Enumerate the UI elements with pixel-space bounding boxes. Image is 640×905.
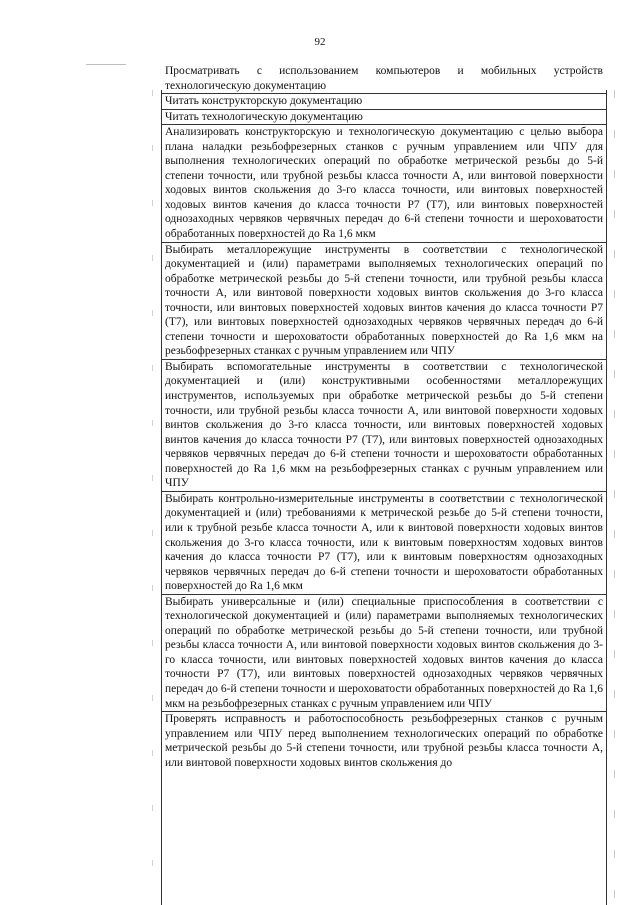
left-column-border — [152, 90, 153, 905]
table-row: Выбирать контрольно-измерительные инструменты в соответствии с технологической документацией и (или) требованиями к метрической резьбе до 5-й степени точности, или к трубной резьбе класса точности А, или к винтовой поверхности ходовых винтов скольжения до 3-го класса точности, или к винтовым поверхностям ходовых винтов качения до класса точности Р7 (Т7), или к винтовым поверхностям однозаходных червяков червячных передач до 6-й степени точности и шероховатости обработанных поверхностей до Ra 1,6 мкм — [161, 492, 607, 595]
right-column-border — [614, 90, 615, 905]
table-row: Выбирать универсальные и (или) специальные приспособления в соответствии с технологической документацией и (или) параметрами выполняемых технологических операций по обработке метрической резьбы до 5-й степени точности, или трубной резьбы класса точности А, или винтовой поверхности ходовых винтов скольжения до 3-го класса точности, или винтовых поверхностей ходовых винтов качения до класса точности Р7 (Т7), или винтовых поверхностей однозаходных червяков червячных передач до 6-й степени точности и шероховатости обработанных поверхностей до Ra 1,6 мкм на резьбофрезерных станках с ручным управлением или ЧПУ — [161, 595, 607, 712]
table-row: Анализировать конструкторскую и технологическую документацию с целью выбора плана наладки резьбофрезерных станков с ручным управлением или ЧПУ для выполнения технологических операций по обработке метрической резьбы до 5-й степени точности, или трубной резьбы класса точности А, или винтовой поверхности ходовых винтов скольжения до 3-го класса точности, или винтовых поверхностей ходовых винтов качения до класса точности Р7 (Т7), или винтовых поверхностей однозаходных червяков червячных передач до 6-й степени точности и шероховатости обработанных поверхностей до Ra 1,6 мкм — [161, 125, 607, 242]
table-row: Просматривать с использованием компьютеров и мобильных устройств технологическую документацию — [161, 63, 607, 94]
page-number: 92 — [314, 36, 326, 48]
table-row: Выбирать металлорежущие инструменты в соответствии с технологической документацией и (или) параметрами выполняемых технологических операций по обработке метрической резьбы до 5-й степени точности, или трубной резьбы класса точности А, или винтовой поверхности ходовых винтов скольжения до 3-го класса точности, или винтовых поверхностей ходовых винтов качения до класса точности Р7 (Т7), или винтовых поверхностей однозаходных червяков червячных передач до 6-й степени точности и шероховатости обработанных поверхностей до Ra 1,6 мкм на резьбофрезерных станках с ручным управлением или ЧПУ — [161, 243, 607, 360]
skills-table — [161, 63, 607, 905]
scan-artifact — [86, 64, 126, 65]
table-row: Выбирать вспомогательные инструменты в соответствии с технологической документацией и (или) конструктивными особенностями металлорежущих инструментов, используемых при обработке метрической резьбы до 5-й степени точности, или трубной резьбы класса точности А, или винтовой поверхности ходовых винтов скольжения до 3-го класса точности, или винтовых поверхностей ходовых винтов качения до класса точности Р7 (Т7), или винтовых поверхностей однозаходных червяков червячных передач до 6-й степени точности и шероховатости обработанных поверхностей до Ra 1,6 мкм на резьбофрезерных станках с ручным управлением или ЧПУ — [161, 360, 607, 492]
table-row: Читать технологическую документацию — [161, 110, 607, 126]
table-row: Проверять исправность и работоспособность резьбофрезерных станков с ручным управлением или ЧПУ перед выполнением технологических операций по обработке метрической резьбы до 5-й степени точности, или трубной резьбы класса точности А, или винтовой поверхности ходовых винтов скольжения до — [165, 713, 603, 769]
table-row: Читать конструкторскую документацию — [161, 94, 607, 110]
